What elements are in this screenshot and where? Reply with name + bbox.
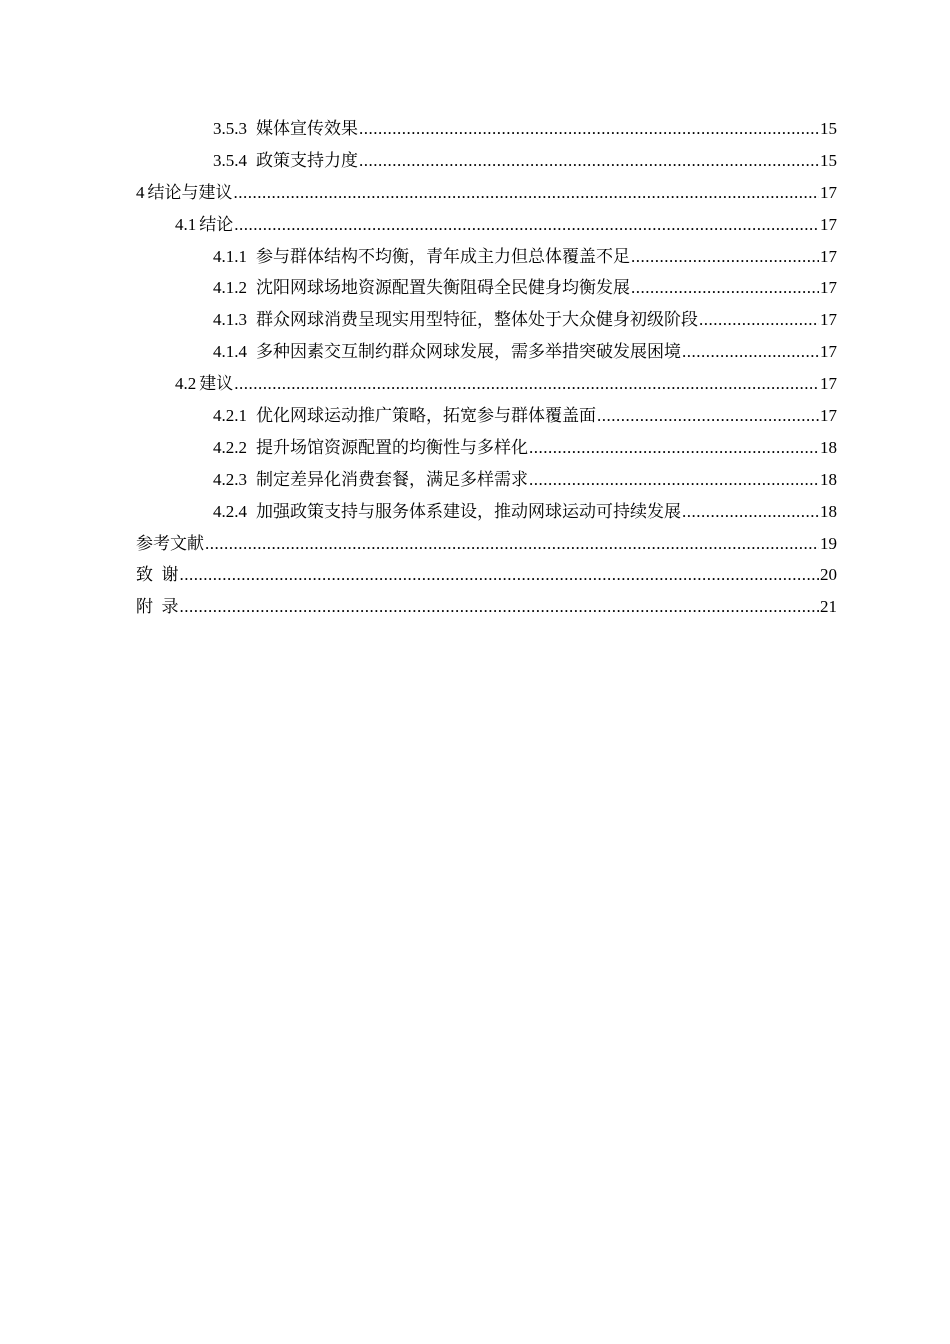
toc-entry-label <box>213 304 698 336</box>
toc-entry-number: 3.5.3 <box>213 119 247 138</box>
toc-entry-number: 4.1.4 <box>213 342 247 362</box>
toc-entry-4-1[interactable] <box>0 209 950 241</box>
toc-entry-3-5-3[interactable] <box>0 113 950 145</box>
toc-entry-label <box>213 464 528 496</box>
toc-entry-label <box>136 177 233 209</box>
toc-dot-leader <box>631 272 819 304</box>
toc-page-number: 18 <box>820 437 837 457</box>
toc-entry-number: 4.1.1 <box>213 246 247 266</box>
toc-entry-title: 沈阳网球场地资源配置失衡阻碍全民健身均衡发展 <box>256 278 630 298</box>
toc-dot-leader <box>699 304 819 336</box>
toc-entry-label <box>213 113 358 145</box>
toc-dot-leader <box>234 209 819 241</box>
toc-page-number: 21 <box>820 597 837 617</box>
toc-page-number: 19 <box>820 533 837 553</box>
toc-entry-4-2-4[interactable] <box>0 496 950 528</box>
toc-entry-title: 结论 <box>199 214 234 234</box>
toc-entry-label <box>213 145 358 177</box>
toc-page-number: 18 <box>820 501 837 521</box>
toc-entry-label <box>136 591 179 623</box>
toc-dot-leader <box>529 464 819 496</box>
toc-entry-references[interactable] <box>0 528 950 560</box>
toc-entry-4-1-4[interactable] <box>0 336 950 368</box>
toc-dot-leader <box>234 368 819 400</box>
toc-entry-label <box>136 559 179 591</box>
toc-entry-title: 建议 <box>199 374 234 394</box>
toc-page-number: 17 <box>820 278 837 298</box>
toc-entry-label <box>175 209 233 241</box>
toc-entry-4-1-1[interactable] <box>0 241 950 273</box>
toc-entry-number: 4.1.3 <box>213 310 247 330</box>
toc-entry-number: 3.5.4 <box>213 150 247 170</box>
toc-entry-title: 政策支持力度 <box>256 150 358 170</box>
toc-entry-number: 4.2 <box>175 374 197 394</box>
toc-entry-4-2-3[interactable] <box>0 464 950 496</box>
toc-entry-title: 媒体宣传效果 <box>256 119 358 138</box>
toc-dot-leader <box>359 145 819 177</box>
toc-entry-4-2[interactable] <box>0 368 950 400</box>
table-of-contents <box>0 113 950 623</box>
toc-entry-label <box>213 400 596 432</box>
toc-entry-title: 附 录 <box>136 597 179 617</box>
toc-dot-leader <box>180 559 820 591</box>
toc-entry-title: 优化网球运动推广策略，拓宽参与群体覆盖面 <box>256 406 596 426</box>
toc-entry-4-1-2[interactable] <box>0 272 950 304</box>
toc-entry-title: 提升场馆资源配置的均衡性与多样化 <box>256 437 528 457</box>
toc-page-number: 17 <box>820 406 837 426</box>
toc-entry-label <box>213 241 630 273</box>
toc-page-number: 20 <box>820 565 837 585</box>
toc-entry-number: 4 <box>136 182 145 202</box>
toc-entry-label <box>213 272 630 304</box>
toc-dot-leader <box>682 496 819 528</box>
toc-entry-title: 参与群体结构不均衡，青年成主力但总体覆盖不足 <box>256 246 630 266</box>
toc-entry-3-5-4[interactable] <box>0 145 950 177</box>
toc-dot-leader <box>529 432 819 464</box>
toc-dot-leader <box>359 113 819 145</box>
toc-entry-label <box>213 432 528 464</box>
toc-page-number: 17 <box>820 246 837 266</box>
toc-entry-label <box>136 528 204 560</box>
toc-entry-number: 4.1 <box>175 214 197 234</box>
toc-page-number: 15 <box>820 150 837 170</box>
toc-page-number: 15 <box>820 119 837 138</box>
toc-entry-number: 4.2.1 <box>213 406 247 426</box>
toc-entry-4-2-2[interactable] <box>0 432 950 464</box>
toc-page-number: 18 <box>820 469 837 489</box>
toc-entry-title: 多种因素交互制约群众网球发展，需多举措突破发展困境 <box>256 342 681 362</box>
toc-entry-title: 参考文献 <box>136 533 204 553</box>
toc-entry-4-2-1[interactable] <box>0 400 950 432</box>
toc-entry-label <box>213 336 681 368</box>
toc-dot-leader <box>180 591 820 623</box>
toc-page-number: 17 <box>820 310 837 330</box>
toc-entry-number: 4.1.2 <box>213 278 247 298</box>
toc-entry-4-1-3[interactable] <box>0 304 950 336</box>
toc-entry-number: 4.2.3 <box>213 469 247 489</box>
toc-page-number: 17 <box>820 374 837 394</box>
toc-dot-leader <box>205 528 819 560</box>
toc-entry-title: 制定差异化消费套餐，满足多样需求 <box>256 469 528 489</box>
toc-entry-title: 结论与建议 <box>147 182 233 202</box>
toc-entry-appendix[interactable] <box>0 591 950 623</box>
toc-entry-title: 致 谢 <box>136 565 179 585</box>
toc-entry-title: 加强政策支持与服务体系建设，推动网球运动可持续发展 <box>256 501 681 521</box>
toc-entry-title: 群众网球消费呈现实用型特征，整体处于大众健身初级阶段 <box>256 310 698 330</box>
toc-dot-leader <box>631 241 819 273</box>
toc-entry-acknowledgements[interactable] <box>0 559 950 591</box>
toc-entry-number: 4.2.4 <box>213 501 247 521</box>
toc-entry-number: 4.2.2 <box>213 437 247 457</box>
toc-dot-leader <box>682 336 819 368</box>
toc-dot-leader <box>234 177 820 209</box>
toc-page-number: 17 <box>820 342 837 362</box>
toc-page-number: 17 <box>820 214 837 234</box>
toc-entry-label <box>213 496 681 528</box>
toc-entry-4[interactable] <box>0 177 950 209</box>
toc-dot-leader <box>597 400 819 432</box>
toc-page-number: 17 <box>820 182 837 202</box>
toc-entry-label <box>175 368 233 400</box>
